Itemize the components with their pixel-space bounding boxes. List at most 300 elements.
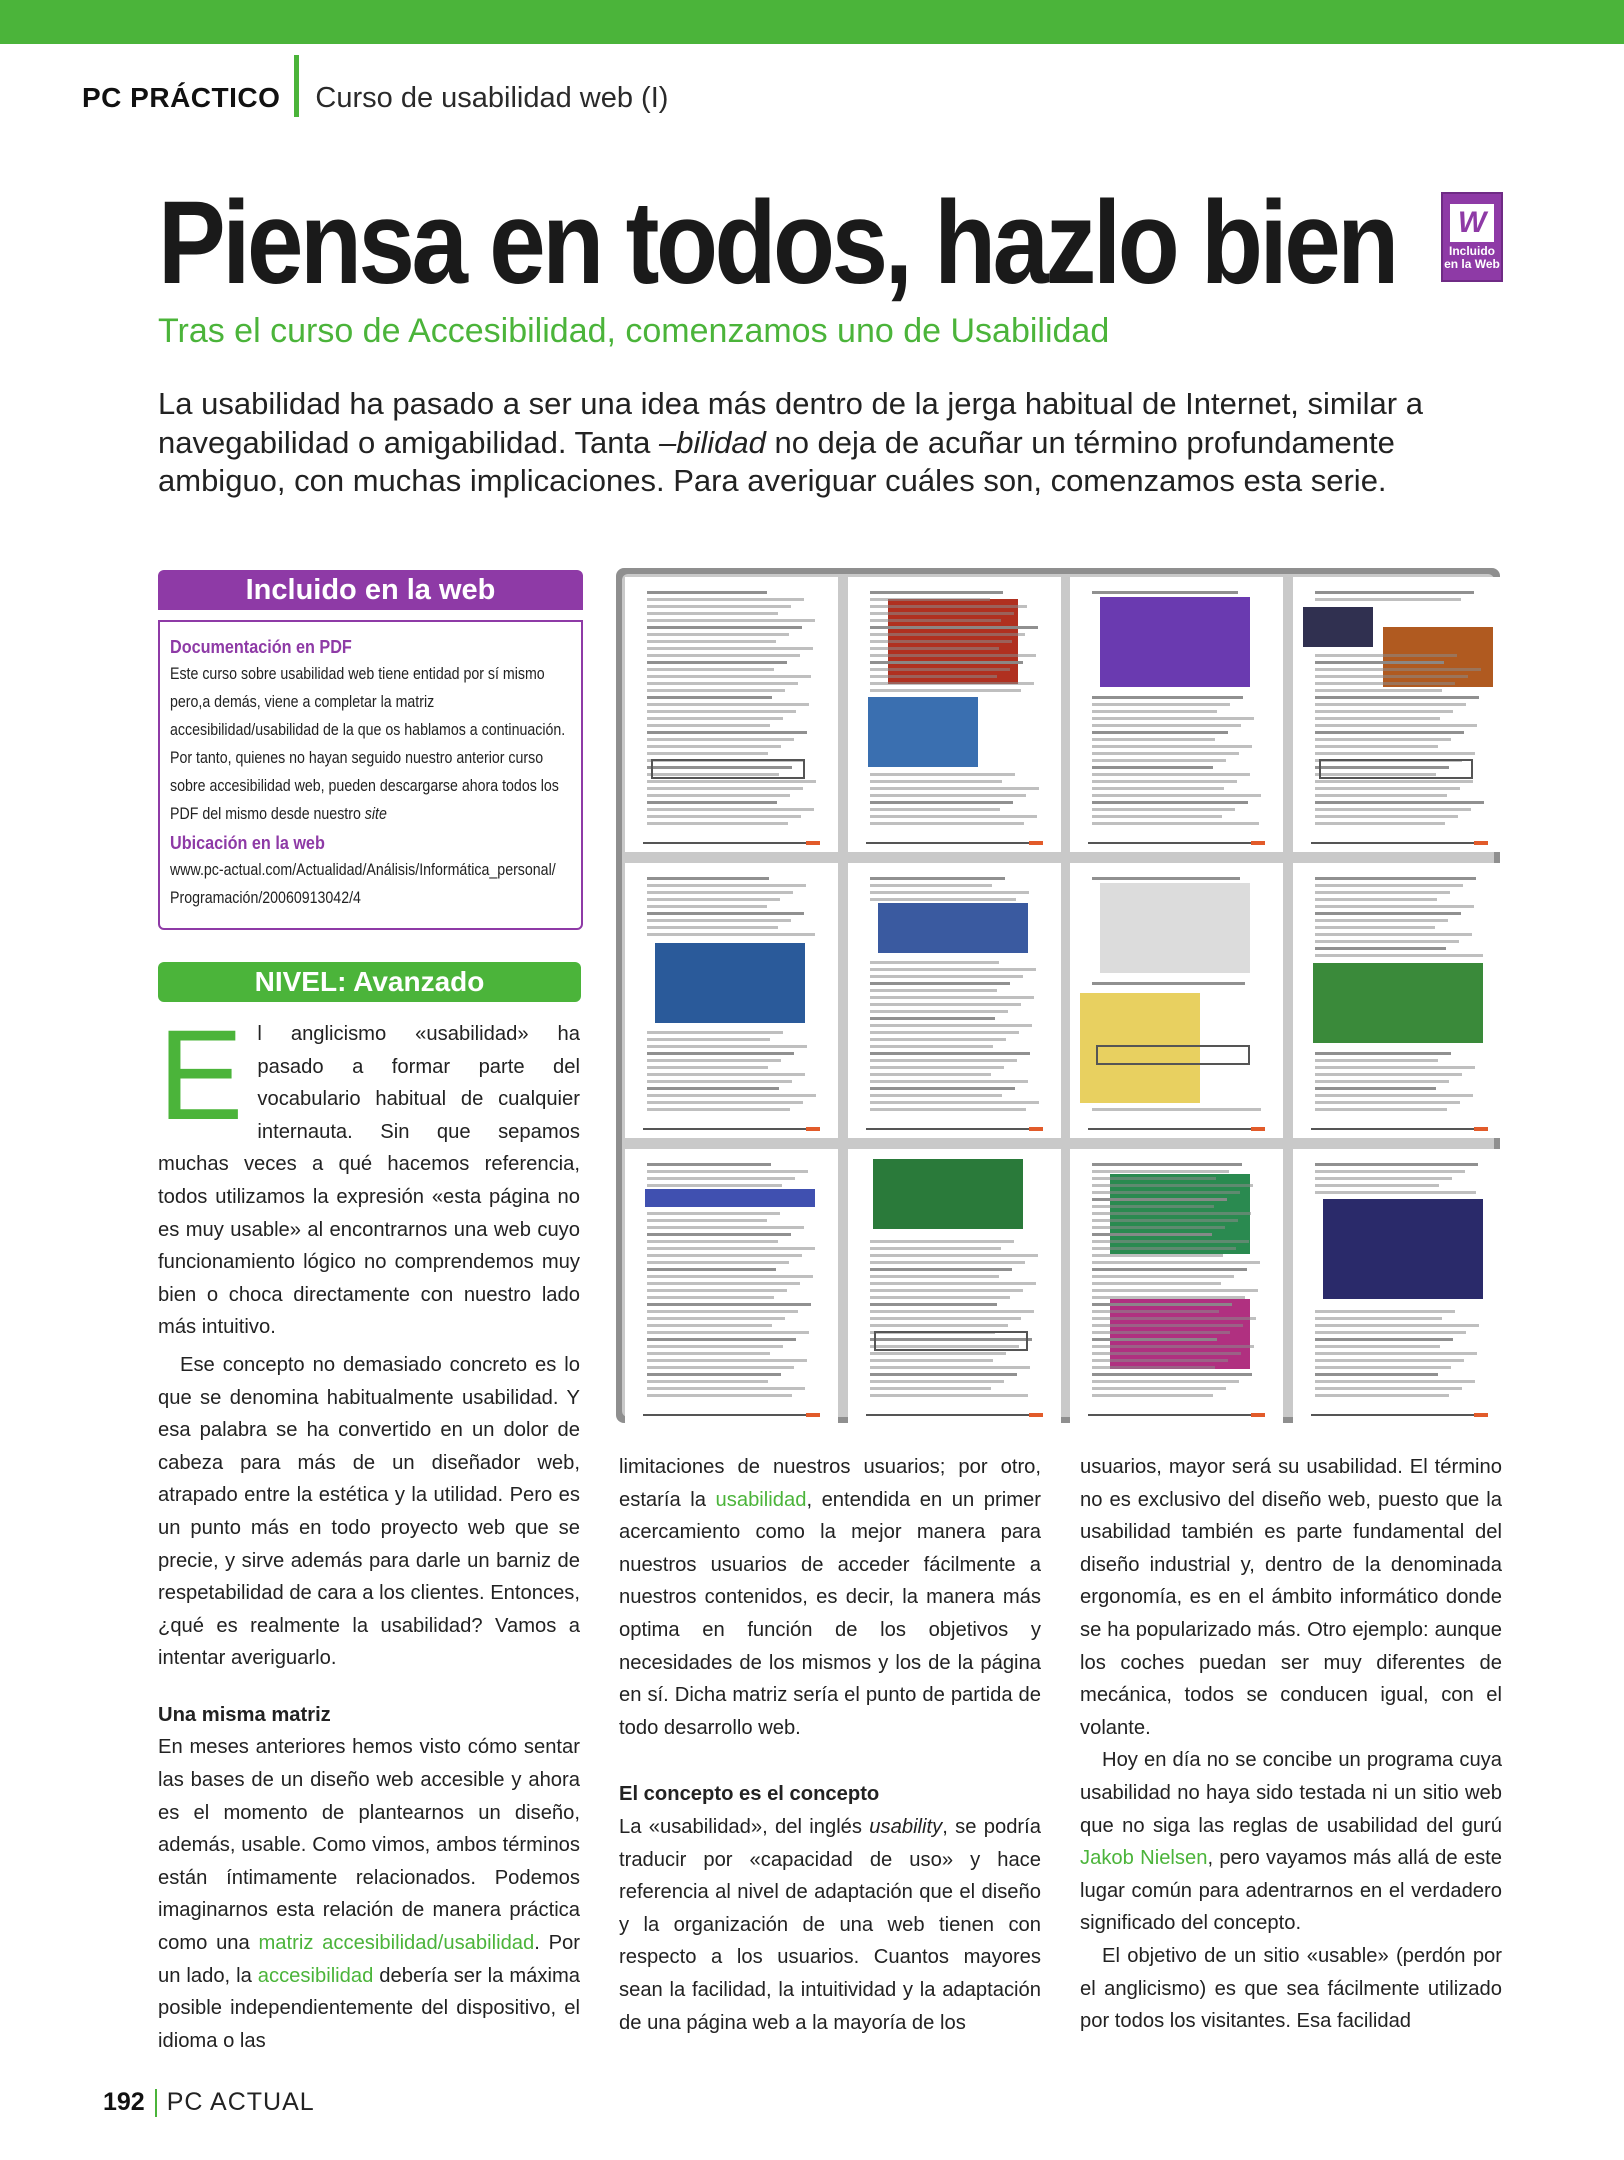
thumbnail-text-line <box>1315 905 1474 908</box>
thumbnail-text-line <box>1315 947 1446 950</box>
thumbnail-text-line <box>870 1324 1008 1327</box>
thumbnail-boxed-caption <box>1096 1045 1250 1065</box>
thumbnail-text-line <box>1315 1310 1455 1313</box>
thumbnail-text-line <box>1315 1359 1464 1362</box>
thumbnail-text-line <box>647 1380 768 1383</box>
thumbnail-text-line <box>1092 1170 1229 1173</box>
col3-para-3: El objetivo de un sitio «usable» (perdón por el anglicismo) es que sea fácilmente utilizado por todos los visitantes. Esa facilidad <box>1080 1944 1502 2033</box>
thumbnail-text-line <box>1315 1066 1475 1069</box>
thumbnail-text-line <box>1315 884 1463 887</box>
thumbnail-boxed-caption <box>651 759 805 779</box>
thumbnail-footer <box>1088 1128 1265 1130</box>
thumbnail-text-line <box>870 1059 1017 1062</box>
thumbnail-text-line <box>870 780 1002 783</box>
thumbnail-text-line <box>1092 1254 1223 1257</box>
thumbnail-text-line <box>647 1066 768 1069</box>
thumbnail-footer <box>866 1414 1043 1416</box>
page-footer <box>103 2088 315 2117</box>
collage-thumbnail <box>625 577 838 852</box>
screenshot-collage <box>616 568 1500 1423</box>
thumbnail-text-line <box>870 1087 1015 1090</box>
thumbnail-text-line <box>1092 1317 1256 1320</box>
column-2 <box>619 1451 1041 2039</box>
thumbnail-text-line <box>870 1254 1038 1257</box>
thumbnail-text-line <box>1315 954 1483 957</box>
col1-para-3-c: debería ser la máxima posible independientemente del dispositivo, el idioma o las <box>158 1964 580 2052</box>
thumbnail-text-line <box>647 919 791 922</box>
thumbnail-text-line <box>1315 1380 1475 1383</box>
thumbnail-text-line <box>1315 1177 1452 1180</box>
thumbnail-text-line <box>647 1317 785 1320</box>
link-accesibilidad[interactable]: accesibilidad <box>257 1964 374 1987</box>
top-color-bar <box>0 0 1624 44</box>
level-badge: NIVEL: Avanzado <box>158 962 581 1002</box>
thumbnail-text-line <box>647 1094 816 1097</box>
drop-cap: E <box>158 1004 244 1147</box>
thumbnail-text-line <box>870 682 1034 685</box>
thumbnail-text-line <box>870 654 1036 657</box>
thumbnail-text-line <box>647 703 809 706</box>
thumbnail-footer <box>866 1128 1043 1130</box>
column-3 <box>1080 1451 1502 2038</box>
thumbnail-text-line <box>870 961 999 964</box>
thumbnail-text-line <box>647 926 778 929</box>
thumbnail-text-line <box>1092 710 1217 713</box>
thumbnail-text-line <box>1092 1282 1221 1285</box>
thumbnail-text-line <box>1092 745 1252 748</box>
thumbnail-text-line <box>870 1038 1006 1041</box>
collage-thumbnail <box>848 863 1061 1138</box>
col2-subheading: El concepto es el concepto <box>619 1783 880 1806</box>
thumbnail-text-line <box>647 1345 783 1348</box>
thumbnail-text-line <box>870 1366 1030 1369</box>
thumbnail-text-line <box>1092 982 1245 985</box>
thumbnail-text-line <box>1315 891 1450 894</box>
collage-thumbnail <box>1070 1149 1283 1424</box>
thumbnail-text-line <box>870 626 1038 629</box>
collage-thumbnail <box>1293 863 1506 1138</box>
thumbnail-text-line <box>647 801 777 804</box>
thumbnail-text-line <box>647 1296 774 1299</box>
thumbnail-text-line <box>1092 787 1224 790</box>
thumbnail-text-line <box>1315 1345 1440 1348</box>
thumbnail-text-line <box>647 619 815 622</box>
thumbnail-text-line <box>1315 1094 1473 1097</box>
col3-para-1: usuarios, mayor será su usabilidad. El término no es exclusivo del diseño web, puesto que la usabilidad también es parte fundamental del diseño industrial y, dentro de la denominada ergonomía, es en el ámbito informático donde se ha popularizado más. Otro ejemplo: aunque los coches puedan ser muy diferentes de mecánica, todos se conducen igual, con el volante. <box>1080 1456 1502 1739</box>
thumbnail-text-line <box>647 1233 791 1236</box>
thumbnail-text-line <box>1092 801 1248 804</box>
thumbnail-text-line <box>647 877 769 880</box>
thumbnail-text-line <box>870 996 1034 999</box>
thumbnail-screenshot <box>1313 963 1483 1043</box>
thumbnail-text-line <box>647 752 768 755</box>
thumbnail-text-line <box>647 787 803 790</box>
thumbnail-text-line <box>647 1268 776 1271</box>
thumbnail-screenshot <box>878 903 1028 953</box>
thumbnail-text-line <box>647 654 800 657</box>
thumbnail-text-line <box>1315 710 1453 713</box>
sidebox-doc-text <box>170 660 574 828</box>
magazine-name: PC ACTUAL <box>166 2088 315 2116</box>
thumbnail-text-line <box>647 1303 811 1306</box>
thumbnail-text-line <box>647 710 796 713</box>
thumbnail-text-line <box>647 1219 767 1222</box>
thumbnail-footer <box>643 1128 820 1130</box>
thumbnail-text-line <box>647 1387 805 1390</box>
thumbnail-text-line <box>870 1045 993 1048</box>
thumbnail-text-line <box>647 1310 798 1313</box>
thumbnail-text-line <box>1092 1366 1215 1369</box>
thumbnail-footer <box>643 842 820 844</box>
thumbnail-text-line <box>647 1087 779 1090</box>
thumbnail-text-line <box>1315 654 1457 657</box>
thumbnail-text-line <box>647 717 783 720</box>
thumbnail-text-line <box>870 808 1000 811</box>
thumbnail-text-line <box>1092 731 1228 734</box>
thumbnail-text-line <box>1315 787 1460 790</box>
collage-thumbnail <box>625 863 838 1138</box>
thumbnail-text-line <box>1092 1345 1254 1348</box>
thumbnail-text-line <box>870 668 1010 671</box>
thumbnail-footer <box>1088 1414 1265 1416</box>
page-number: 192 <box>103 2088 145 2116</box>
thumbnail-text-line <box>647 633 789 636</box>
thumbnail-footer <box>1311 1128 1488 1130</box>
thumbnail-boxed-caption <box>1319 759 1473 779</box>
thumbnail-text-line <box>870 898 1016 901</box>
thumbnail-text-line <box>1315 591 1474 594</box>
thumbnail-text-line <box>647 1073 805 1076</box>
col1-para-3 <box>158 1731 580 2057</box>
thumbnail-text-line <box>870 1387 991 1390</box>
thumbnail-text-line <box>1092 1310 1219 1313</box>
thumbnail-text-line <box>1315 794 1447 797</box>
thumbnail-text-line <box>1092 1380 1239 1383</box>
thumbnail-text-line <box>1092 1108 1261 1111</box>
thumbnail-text-line <box>1315 1184 1439 1187</box>
thumbnail-text-line <box>870 1317 1021 1320</box>
thumbnail-text-line <box>647 1240 778 1243</box>
thumbnail-text-line <box>647 696 772 699</box>
thumbnail-text-line <box>1315 1080 1449 1083</box>
thumbnail-text-line <box>870 1289 1023 1292</box>
thumbnail-text-line <box>870 891 1029 894</box>
thumbnail-text-line <box>647 1289 787 1292</box>
thumbnail-footer <box>1311 842 1488 844</box>
thumbnail-text-line <box>1315 731 1464 734</box>
column-1 <box>158 1004 581 2057</box>
col2-para-1 <box>619 1451 1041 1744</box>
thumbnail-text-line <box>1092 1303 1232 1306</box>
thumbnail-text-line <box>647 1275 813 1278</box>
thumbnail-text-line <box>647 1247 815 1250</box>
thumbnail-text-line <box>647 682 798 685</box>
thumbnail-text-line <box>870 968 1036 971</box>
col1-para-1-text: l anglicismo «usabilidad» ha pasado a formar parte del vocabulario habitual de cualquier internauta. Sin que sepamos muchas veces a qué hacemos referencia, todos utilizamos la expresión «esta página no es muy usable» al encontrarnos una web cuyo funcionamiento lógico no comprendemos muy bien o choca directamente con nuestro lado más intuitivo. <box>158 1023 580 1339</box>
thumbnail-text-line <box>1092 822 1259 825</box>
thumbnail-text-line <box>870 1108 1026 1111</box>
thumbnail-text-line <box>647 1352 770 1355</box>
thumbnail-text-line <box>870 773 1015 776</box>
thumbnail-text-line <box>1315 926 1435 929</box>
thumbnail-text-line <box>647 1324 772 1327</box>
thumbnail-text-line <box>1315 1073 1462 1076</box>
thumbnail-text-line <box>647 731 807 734</box>
sidebox-doc-body: Este curso sobre usabilidad web tiene entidad por sí mismo pero,a demás, viene a completar la matriz accesibilidad/usabilidad de la que os hablamos a continuación. Por tanto, quienes no hayan seguido nuestro anterior curso sobre accesibilidad web, pueden descargarse ahora todos los PDF del mismo desde nuestro <box>170 665 566 823</box>
link-jakob-nielsen[interactable]: Jakob Nielsen <box>1080 1847 1208 1870</box>
thumbnail-text-line <box>1315 1373 1438 1376</box>
thumbnail-text-line <box>1315 1108 1447 1111</box>
thumbnail-screenshot <box>1303 607 1373 647</box>
col2-para-2 <box>619 1811 1041 2039</box>
thumbnail-text-line <box>1315 1052 1451 1055</box>
thumbnail-text-line <box>870 1352 1006 1355</box>
thumbnail-text-line <box>1315 919 1448 922</box>
thumbnail-text-line <box>1315 1387 1462 1390</box>
sidebox-title: Incluido en la web <box>158 570 583 610</box>
thumbnail-screenshot <box>645 1189 815 1207</box>
collage-thumbnail <box>848 1149 1061 1424</box>
thumbnail-text-line <box>647 912 804 915</box>
thumbnail-text-line <box>647 591 767 594</box>
thumbnail-text-line <box>870 1066 1004 1069</box>
collage-thumbnail <box>625 1149 838 1424</box>
thumbnail-text-line <box>870 1296 1010 1299</box>
col3-para-2 <box>1080 1744 1502 1940</box>
thumbnail-text-line <box>1092 738 1215 741</box>
thumbnail-text-line <box>870 877 1005 880</box>
collage-thumbnail <box>1070 577 1283 852</box>
thumbnail-text-line <box>647 647 813 650</box>
collage-thumbnail <box>1293 1149 1506 1424</box>
collage-thumbnail <box>1293 577 1506 852</box>
col1-para-1 <box>158 1004 580 1344</box>
thumbnail-text-line <box>870 989 997 992</box>
thumbnail-text-line <box>870 1101 1039 1104</box>
thumbnail-text-line <box>870 633 1025 636</box>
thumbnail-text-line <box>647 1108 790 1111</box>
thumbnail-text-line <box>647 1394 792 1397</box>
link-matriz[interactable]: matriz accesibilidad/usabilidad <box>258 1932 535 1955</box>
thumbnail-text-line <box>647 1338 796 1341</box>
thumbnail-text-line <box>1092 759 1226 762</box>
thumbnail-text-line <box>870 675 997 678</box>
thumbnail-text-line <box>647 661 787 664</box>
thumbnail-text-line <box>1315 933 1472 936</box>
thumbnail-text-line <box>1315 689 1442 692</box>
thumbnail-text-line <box>1092 1233 1212 1236</box>
thumbnail-text-line <box>1092 1296 1245 1299</box>
col2-para-2-b: , se podría traducir por «capacidad de uso» y hace referencia al nivel de adaptación que el diseño y la organización de una web tienen con respecto a los usuarios. Cuantos mayores sean la facilidad, la intuitividad y la adaptación de una página web a la mayoría de los <box>619 1815 1041 2034</box>
thumbnail-text-line <box>1315 1352 1477 1355</box>
thumbnail-text-line <box>647 675 811 678</box>
thumbnail-text-line <box>1092 591 1238 594</box>
thumbnail-text-line <box>647 933 815 936</box>
thumbnail-text-line <box>870 982 1010 985</box>
sidebox-doc-em: site <box>364 805 387 823</box>
article-title: Piensa en todos, hazlo bien <box>158 177 1396 309</box>
col1-para-3-a: En meses anteriores hemos visto cómo sentar las bases de un diseño web accesible y ahora es el momento de plantearnos un diseño, además, usable. Como vimos, ambos términos están íntimamente relacionados. Podemos imaginarnos esta relación de manera práctica como una <box>158 1736 580 1955</box>
thumbnail-screenshot <box>1100 883 1250 973</box>
thumbnail-text-line <box>647 1184 782 1187</box>
thumbnail-text-line <box>1092 1247 1236 1250</box>
article-lead <box>158 385 1488 501</box>
thumbnail-text-line <box>870 787 1039 790</box>
badge-letter: W <box>1450 204 1494 242</box>
thumbnail-text-line <box>1315 1170 1465 1173</box>
thumbnail-text-line <box>647 745 781 748</box>
thumbnail-text-line <box>647 808 814 811</box>
thumbnail-text-line <box>647 780 816 783</box>
thumbnail-text-line <box>870 1310 1034 1313</box>
thumbnail-text-line <box>647 1373 781 1376</box>
footer-divider <box>155 2089 157 2117</box>
thumbnail-text-line <box>1092 1289 1258 1292</box>
thumbnail-text-line <box>1315 1059 1438 1062</box>
thumbnail-footer <box>643 1414 820 1416</box>
sidebox-doc-heading: Documentación en PDF <box>170 637 352 657</box>
col2-para-2-em: usability <box>869 1815 943 1838</box>
thumbnail-text-line <box>870 1017 995 1020</box>
thumbnail-text-line <box>1092 808 1235 811</box>
thumbnail-text-line <box>870 640 1012 643</box>
thumbnail-text-line <box>870 815 1037 818</box>
thumbnail-text-line <box>1315 661 1444 664</box>
thumbnail-text-line <box>647 905 767 908</box>
thumbnail-text-line <box>647 1045 807 1048</box>
thumbnail-text-line <box>1092 703 1230 706</box>
thumbnail-text-line <box>1315 745 1438 748</box>
thumbnail-text-line <box>647 1261 789 1264</box>
thumbnail-text-line <box>870 689 1021 692</box>
thumbnail-text-line <box>870 975 1023 978</box>
running-header <box>82 78 668 118</box>
thumbnail-text-line <box>1092 1352 1241 1355</box>
col1-para-3-b: . Por un lado, la <box>158 1932 581 1987</box>
thumbnail-text-line <box>1315 815 1458 818</box>
thumbnail-text-line <box>1092 1359 1228 1362</box>
thumbnail-text-line <box>870 1010 1008 1013</box>
thumbnail-text-line <box>1092 752 1239 755</box>
thumbnail-text-line <box>1092 1198 1227 1201</box>
badge-label: Incluido en la Web <box>1444 244 1500 271</box>
thumbnail-text-line <box>1092 1394 1213 1397</box>
thumbnail-text-line <box>1315 1087 1436 1090</box>
thumbnail-text-line <box>1092 1275 1234 1278</box>
thumbnail-text-line <box>1315 1101 1460 1104</box>
col1-subheading: Una misma matriz <box>158 1703 331 1726</box>
thumbnail-text-line <box>647 1254 802 1257</box>
thumbnail-text-line <box>1092 1261 1260 1264</box>
col3-para-2-b: , pero vayamos más allá de este lugar común para adentrarnos en el verdadero significado del concepto. <box>1080 1847 1502 1935</box>
thumbnail-text-line <box>647 612 778 615</box>
thumbnail-text-line <box>1092 1205 1214 1208</box>
thumbnail-text-line <box>870 884 992 887</box>
thumbnail-text-line <box>870 794 1026 797</box>
lead-text-1: La usabilidad ha pasado a ser una idea más dentro de la jerga habitual de Internet, similar a navegabilidad o amigabilidad. Tanta <box>158 386 1423 460</box>
thumbnail-text-line <box>647 1212 780 1215</box>
sidebox-loc-heading: Ubicación en la web <box>170 833 325 853</box>
thumbnail-text-line <box>647 738 794 741</box>
sidebox <box>158 620 583 930</box>
thumbnail-text-line <box>1315 696 1479 699</box>
thumbnail-text-line <box>870 1240 1014 1243</box>
col2-para-1-b: , entendida en un primer acercamiento como la mejor manera para nuestros usuarios de acceder fácilmente a nuestros contenidos, es decir, la manera más optima en función de los objetivos y necesidades de los mismos y los de la página en sí. Dicha matriz sería el punto de partida de todo desarrollo web. <box>619 1488 1041 1739</box>
thumbnail-text-line <box>1092 766 1213 769</box>
thumbnail-screenshot <box>868 697 978 767</box>
thumbnail-text-line <box>1315 717 1440 720</box>
col2-para-2-a: La «usabilidad», del inglés <box>619 1815 870 1838</box>
thumbnail-text-line <box>870 1275 999 1278</box>
thumbnail-text-line <box>1092 1373 1252 1376</box>
lead-emphasis: –bilidad <box>658 424 766 460</box>
thumbnail-text-line <box>647 1170 808 1173</box>
thumbnail-text-line <box>647 1101 803 1104</box>
thumbnail-footer <box>1311 1414 1488 1416</box>
thumbnail-text-line <box>1092 1184 1253 1187</box>
thumbnail-text-line <box>1092 815 1222 818</box>
thumbnail-text-line <box>870 1380 1004 1383</box>
thumbnail-text-line <box>870 1261 1025 1264</box>
thumbnail-text-line <box>1315 822 1445 825</box>
thumbnail-text-line <box>870 1282 1036 1285</box>
thumbnail-text-line <box>647 1359 807 1362</box>
thumbnail-text-line <box>870 1024 1032 1027</box>
thumbnail-text-line <box>647 1080 792 1083</box>
thumbnail-screenshot <box>873 1159 1023 1229</box>
thumbnail-text-line <box>1092 1387 1226 1390</box>
thumbnail-text-line <box>1092 696 1243 699</box>
thumbnail-text-line <box>1315 682 1455 685</box>
thumbnail-text-line <box>1315 1331 1466 1334</box>
thumbnail-text-line <box>870 1373 1017 1376</box>
thumbnail-text-line <box>1315 1163 1478 1166</box>
link-usabilidad[interactable]: usabilidad <box>715 1488 807 1511</box>
thumbnail-text-line <box>870 612 1014 615</box>
thumbnail-text-line <box>647 884 806 887</box>
thumbnail-text-line <box>647 1177 795 1180</box>
thumbnail-footer <box>866 842 1043 844</box>
thumbnail-text-line <box>647 822 788 825</box>
collage-thumbnail <box>1070 863 1283 1138</box>
thumbnail-text-line <box>870 1094 1002 1097</box>
thumbnail-text-line <box>1092 1219 1238 1222</box>
thumbnail-text-line <box>870 1080 1028 1083</box>
thumbnail-text-line <box>1092 1324 1243 1327</box>
thumbnail-text-line <box>647 1282 800 1285</box>
thumbnail-text-line <box>1315 808 1471 811</box>
thumbnail-text-line <box>1092 1212 1251 1215</box>
thumbnail-text-line <box>1092 1338 1217 1341</box>
thumbnail-text-line <box>1092 794 1261 797</box>
thumbnail-text-line <box>647 1226 804 1229</box>
thumbnail-text-line <box>1092 1226 1225 1229</box>
thumbnail-text-line <box>1315 675 1468 678</box>
thumbnail-text-line <box>870 1073 991 1076</box>
section-name: PC PRÁCTICO <box>82 82 281 113</box>
thumbnail-text-line <box>1092 780 1237 783</box>
thumbnail-text-line <box>1092 1191 1240 1194</box>
thumbnail-text-line <box>870 801 1013 804</box>
thumbnail-text-line <box>1092 1177 1216 1180</box>
thumbnail-text-line <box>870 1247 1001 1250</box>
thumbnail-text-line <box>647 898 780 901</box>
thumbnail-footer <box>1088 842 1265 844</box>
collage-inner <box>622 574 1494 1417</box>
col1-para-2: Ese concepto no demasiado concreto es lo que se denomina habitualmente usabilidad. Y esa palabra se ha convertido en un dolor de cabeza para más de un diseñador web, atrapado entre la estética y la utilidad. Pero es un punto más en todo proyecto web que se precie, y sirve además para darle un barniz de respetabilidad de cara a los clientes. Entonces, ¿qué es realmente la usabilidad? Vamos a intentar averiguarlo. <box>158 1353 580 1670</box>
header-divider <box>294 55 299 117</box>
thumbnail-text-line <box>1315 1394 1449 1397</box>
